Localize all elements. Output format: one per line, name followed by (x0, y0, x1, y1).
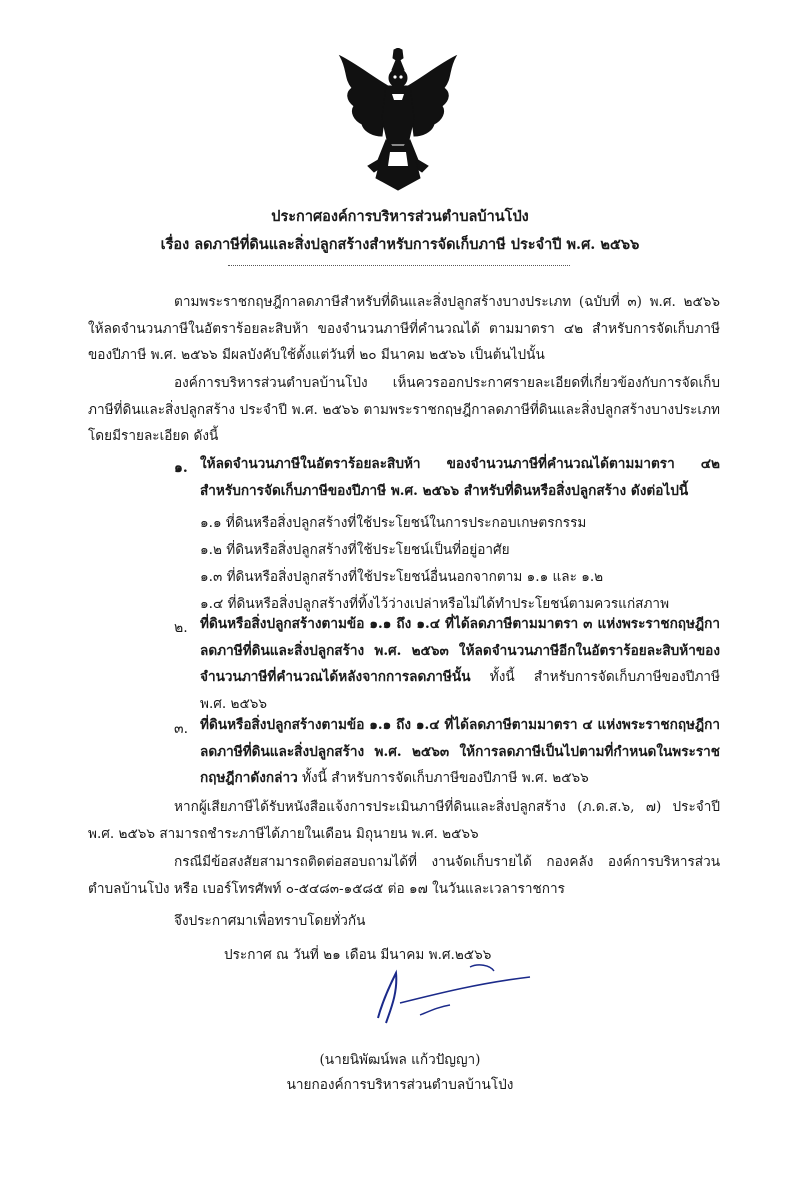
item-number: ๒. (174, 620, 188, 636)
item-2-text: ที่ดินหรือสิ่งปลูกสร้างตามข้อ ๑.๑ ถึง ๑.๔ ที่ได้ลดภาษีตามมาตรา ๓ แห่งพระราชกฤษฎีกาลดภาษีที่ดินและสิ่งปลูกสร้าง พ.ศ. ๒๕๖๓ ให้ลดจำนวนภาษีอีกในอัตราร้อยละสิบห้าของจำนวนภาษีที่คำนวณได้หลังจากการลดภาษีนั้น ทั้งนี้ สำหรับการจัดเก็บภาษีของปีภาษี พ.ศ. ๒๕๖๖ (200, 616, 720, 712)
item-number: ๓. (174, 721, 189, 737)
announcement-subject: เรื่อง ลดภาษีที่ดินและสิ่งปลูกสร้างสำหรับการจัดเก็บภาษี ประจำปี พ.ศ. ๒๕๖๖ (160, 236, 640, 253)
signatory-title: นายกองค์การบริหารส่วนตำบลบ้านโป่ง (286, 1077, 514, 1093)
item-3-text: ที่ดินหรือสิ่งปลูกสร้างตามข้อ ๑.๑ ถึง ๑.๔ ที่ได้ลดภาษีตามมาตรา ๔ แห่งพระราชกฤษฎีกาลดภาษีที่ดินและสิ่งปลูกสร้าง พ.ศ. ๒๕๖๓ ให้การลดภาษีเป็นไปตามที่กำหนดในพระราชกฤษฎีกาดังกล่าว ทั้งนี้ สำหรับการจัดเก็บภาษีของปีภาษี พ.ศ. ๒๕๖๖ (200, 717, 720, 786)
sub-item-1-3: ๑.๓ ที่ดินหรือสิ่งปลูกสร้างที่ใช้ประโยชน์อื่นนอกจากตาม ๑.๑ และ ๑.๒ (200, 569, 604, 585)
announcement-date: ประกาศ ณ วันที่ ๒๑ เดือน มีนาคม พ.ศ.๒๕๖๖ (224, 947, 492, 963)
garuda-emblem-icon (334, 48, 462, 193)
payment-paragraph: หากผู้เสียภาษีได้รับหนังสือแจ้งการประเมินภาษีที่ดินและสิ่งปลูกสร้าง (ภ.ด.ส.๖, ๗) ประจำปี พ.ศ. ๒๕๖๖ สามารถชำระภาษีได้ภายในเดือน มิถุนายน พ.ศ. ๒๕๖๖ (88, 799, 720, 842)
item-1-text: ให้ลดจำนวนภาษีในอัตราร้อยละสิบห้า ของจำนวนภาษีที่คำนวณได้ตามมาตรา ๔๒ สำหรับการจัดเก็บภาษีของปีภาษี พ.ศ. ๒๕๖๖ สำหรับที่ดินหรือสิ่งปลูกสร้าง ดังต่อไปนี้ (200, 456, 720, 499)
sub-item-1-4: ๑.๔ ที่ดินหรือสิ่งปลูกสร้างที่ทิ้งไว้ว่างเปล่าหรือไม่ได้ทำประโยชน์ตามควรแก่สภาพ (200, 596, 670, 612)
intro-paragraph-1: ตามพระราชกฤษฎีกาลดภาษีสำหรับที่ดินและสิ่งปลูกสร้างบางประเภท (ฉบับที่ ๓) พ.ศ. ๒๕๖๖ ให้ลดจำนวนภาษีในอัตราร้อยละสิบห้า ของจำนวนภาษีที่คำนวณได้ ตามมาตรา ๔๒ สำหรับการจัดเก็บภาษีของปีภาษี พ.ศ. ๒๕๖๖ มีผลบังคับใช้ตั้งแต่วันที่ ๒๐ มีนาคม ๒๕๖๖ เป็นต้นไปนั้น (88, 294, 720, 363)
sub-item-1-2: ๑.๒ ที่ดินหรือสิ่งปลูกสร้างที่ใช้ประโยชน์เป็นที่อยู่อาศัย (200, 542, 510, 558)
sub-item-1-1: ๑.๑ ที่ดินหรือสิ่งปลูกสร้างที่ใช้ประโยชน์ในการประกอบเกษตรกรรม (200, 515, 587, 531)
item-number: ๑. (174, 460, 188, 476)
contact-paragraph: กรณีมีข้อสงสัยสามารถติดต่อสอบถามได้ที่ งานจัดเก็บรายได้ กองคลัง องค์การบริหารส่วนตำบลบ้านโป่ง หรือ เบอร์โทรศัพท์ ๐-๕๔๘๓-๑๕๘๕ ต่อ ๑๗ ในวันและเวลาราชการ (88, 854, 720, 897)
announcement-title: ประกาศองค์การบริหารส่วนตำบลบ้านโป่ง (271, 208, 529, 225)
signature-mark-icon (360, 963, 560, 1028)
announcement-closing: จึงประกาศมาเพื่อทราบโดยทั่วกัน (174, 913, 366, 929)
divider (228, 265, 570, 266)
intro-paragraph-2: องค์การบริหารส่วนตำบลบ้านโป่ง เห็นควรออกประกาศรายละเอียดที่เกี่ยวข้องกับการจัดเก็บภาษีที่ดินและสิ่งปลูกสร้าง ประจำปี พ.ศ. ๒๕๖๖ ตามพระราชกฤษฎีกาลดภาษีที่ดินและสิ่งปลูกสร้างบางประเภท โดยมีรายละเอียด ดังนี้ (88, 375, 720, 444)
signatory-name: (นายนิพัฒน์พล แก้วปัญญา) (319, 1052, 481, 1068)
